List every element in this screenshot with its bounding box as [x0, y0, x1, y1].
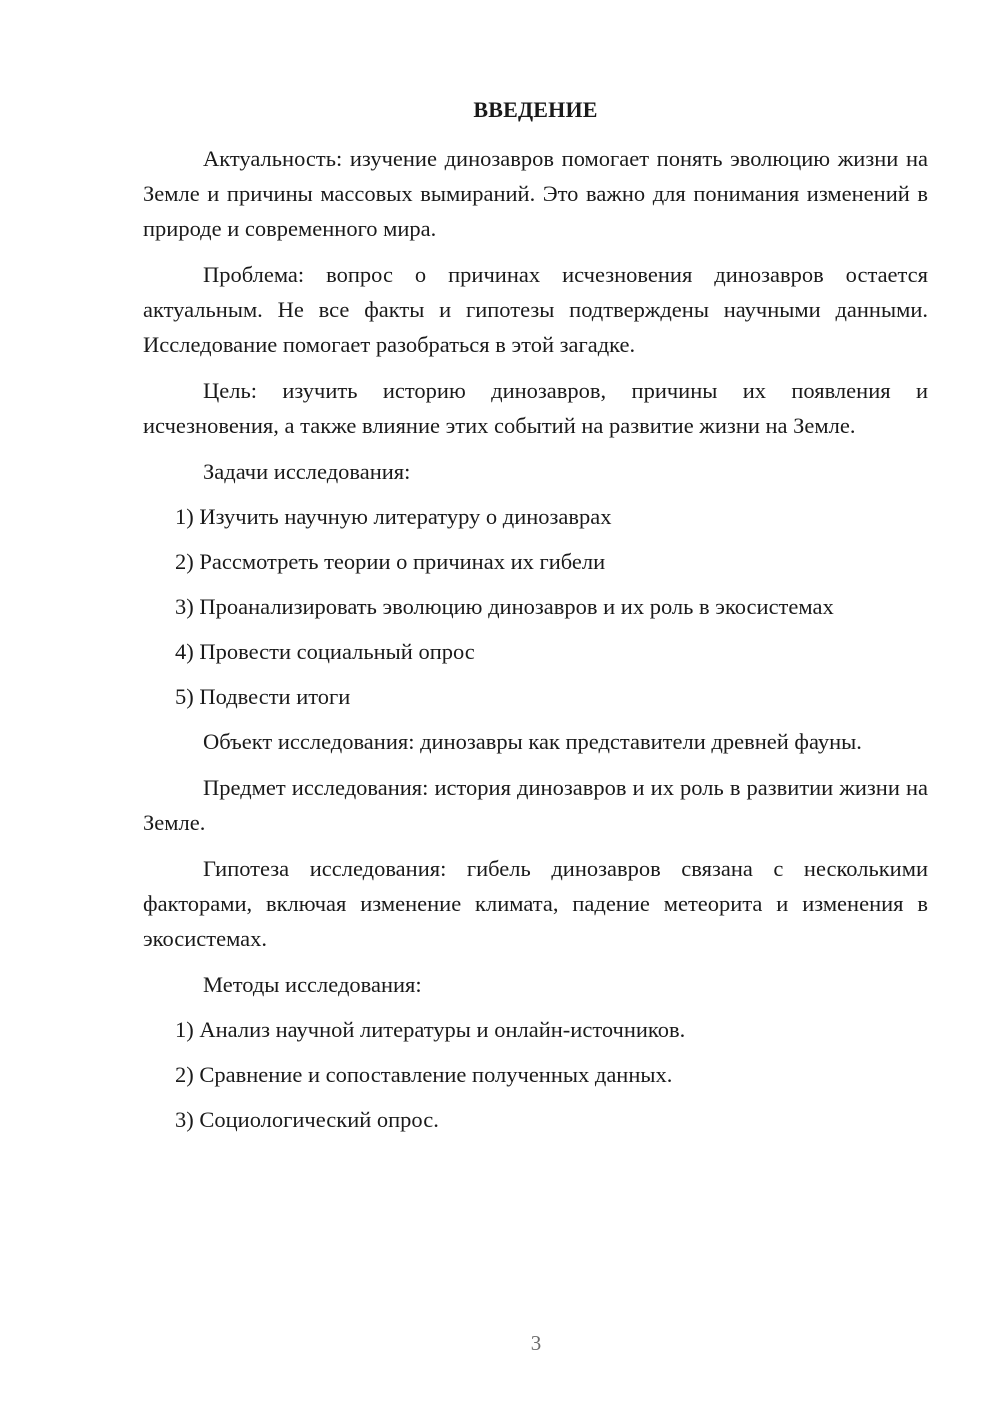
- method-item: 2) Сравнение и сопоставление полученных данных.: [175, 1062, 673, 1087]
- problem-paragraph: Проблема: вопрос о причинах исчезновения динозавров остается актуальным. Не все факты и гипотезы подтверждены научными данными. Исследование помогает разобраться в этой загадке.: [143, 262, 928, 357]
- relevance-paragraph: Актуальность: изучение динозавров помогает понять эволюцию жизни на Земле и причины массовых вымираний. Это важно для понимания изменений в природе и современного мира.: [143, 146, 928, 241]
- page-content: [143, 95, 928, 1147]
- task-item: 4) Провести социальный опрос: [175, 639, 475, 664]
- hypothesis-paragraph: Гипотеза исследования: гибель динозавров связана с несколькими факторами, включая изменение климата, падение метеорита и изменения в экосистемах.: [143, 856, 928, 951]
- page-title: ВВЕДЕНИЕ: [473, 97, 598, 122]
- method-item: 1) Анализ научной литературы и онлайн-источников.: [175, 1017, 686, 1042]
- methods-heading: Методы исследования:: [203, 972, 422, 997]
- task-item: 1) Изучить научную литературу о динозаврах: [175, 504, 612, 529]
- subject-paragraph: Предмет исследования: история динозавров и их роль в развитии жизни на Земле.: [143, 775, 928, 835]
- task-item: 3) Проанализировать эволюцию динозавров и их роль в экосистемах: [175, 594, 834, 619]
- page-number: 3: [530, 1331, 542, 1355]
- object-paragraph: Объект исследования: динозавры как представители древней фауны.: [203, 729, 862, 754]
- goal-paragraph: Цель: изучить историю динозавров, причины их появления и исчезновения, а также влияние этих событий на развитие жизни на Земле.: [143, 378, 928, 438]
- tasks-heading: Задачи исследования:: [203, 459, 411, 484]
- method-item: 3) Социологический опрос.: [175, 1107, 439, 1132]
- task-item: 5) Подвести итоги: [175, 684, 351, 709]
- task-item: 2) Рассмотреть теории о причинах их гибели: [175, 549, 606, 574]
